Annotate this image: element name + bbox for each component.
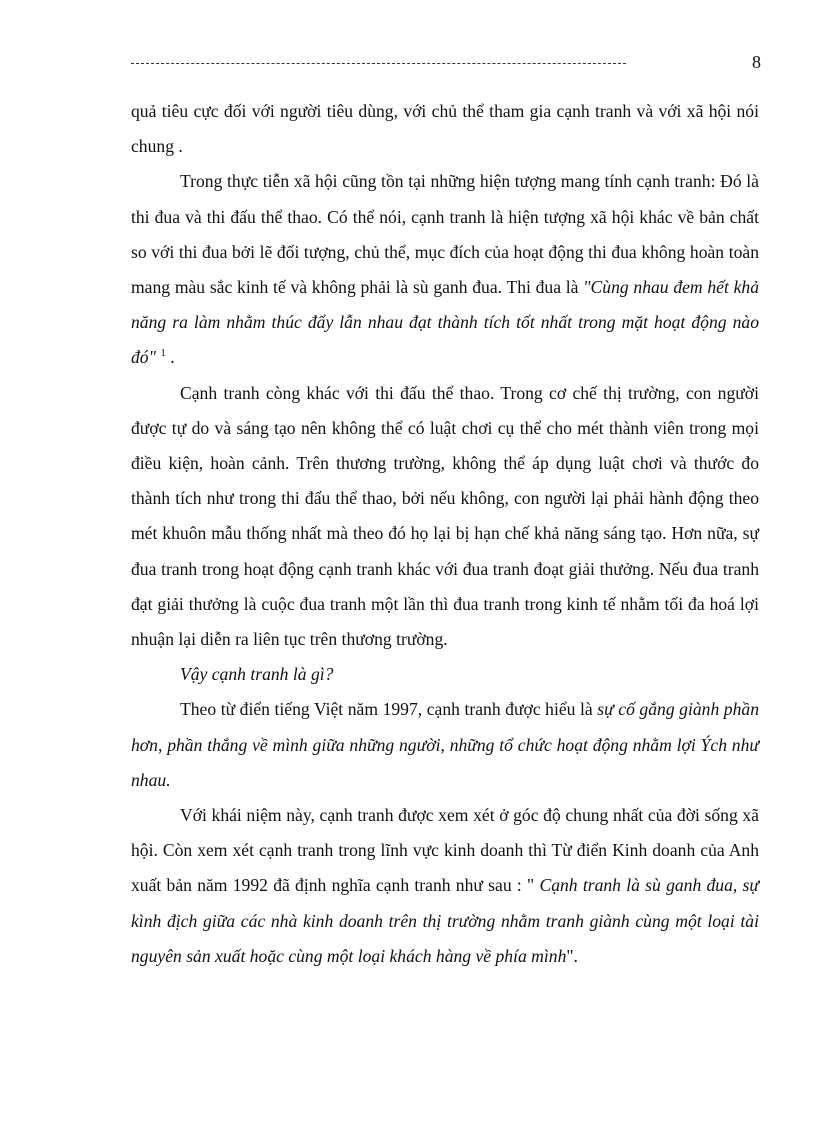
paragraph-5 — [131, 692, 759, 798]
paragraph-6-text: Với khái niệm này, cạnh tranh được xem xét ở góc độ chung nhất của đời sống xã hội. Còn xem xét cạnh tranh trong lĩnh vực kinh doanh thì Từ điển Kinh doanh của Anh xuất bản năm 1992 đã định nghĩa cạnh tranh như sau : " — [131, 805, 759, 896]
paragraph-6 — [131, 798, 759, 974]
paragraph-2-quote: "Cùng nhau đem hết khả năng ra làm nhằm thúc đẩy lẫn nhau đạt thành tích tốt nhất trong mặt hoạt động nào đó" — [131, 277, 759, 368]
paragraph-2-end: . — [165, 347, 175, 368]
paragraph-1: quả tiêu cực đối với người tiêu dùng, với chủ thể tham gia cạnh tranh và với xã hội nói chung . — [131, 101, 759, 157]
page-number: 8 — [752, 52, 761, 72]
paragraph-6-end: ". — [566, 945, 578, 966]
paragraph-5-definition: sự cố gắng giành phần hơn, phần thắng về mình giữa những người, những tổ chức hoạt động nhằm lợi Ých như nhau. — [131, 699, 759, 790]
paragraph-3: Cạnh tranh còng khác với thi đấu thể thao. Trong cơ chế thị trường, con người được tự do và sáng tạo nên không thể có luật chơi cụ thể cho mét thành viên trong mọi điều kiện, hoàn cảnh. Trên thương trường, không thể áp dụng luật chơi và thước đo thành tích như trong thi đấu thể thao, bởi nếu không, con người lại phải hành động theo mét khuôn mẫu thống nhất mà theo đó họ lại bị hạn chế khả năng sáng tạo. Hơn nữa, sự đua tranh trong hoạt động cạnh tranh khác với đua tranh đoạt giải thưởng. Nếu đua tranh đạt giải thưởng là cuộc đua tranh một lần thì đua tranh trong kinh tế nhằm tối đa hoá lợi nhuận lại diễn ra liên tục trên thương trường. — [131, 382, 759, 650]
paragraph-4-question: Vậy cạnh tranh là gì? — [180, 664, 334, 685]
body-text — [131, 94, 759, 974]
header-divider — [131, 63, 626, 64]
paragraph-5-text: Theo từ điển tiếng Việt năm 1997, cạnh tranh được hiểu là — [180, 699, 598, 720]
paragraph-2-text: Trong thực tiễn xã hội cũng tồn tại những hiện tượng mang tính cạnh tranh: Đó là thi đua và thi đấu thể thao. Có thể nói, cạnh tranh là hiện tượng xã hội khác về bản chất so với thi đua bởi lẽ đối tượng, chủ thể, mục đích của hoạt động thi đua không hoàn toàn mang màu sắc kinh tế và không phải là sù ganh đua. Thi đua là — [131, 171, 759, 298]
footnote-marker[interactable]: 1 — [160, 347, 166, 360]
paragraph-6-definition: Cạnh tranh là sù ganh đua, sự kình địch giữa các nhà kinh doanh trên thị trường nhằm tranh giành cùng một loại tài nguyên sản xuất hoặc cùng một loại khách hàng về phía mình — [131, 875, 759, 966]
paragraph-2 — [131, 164, 759, 375]
